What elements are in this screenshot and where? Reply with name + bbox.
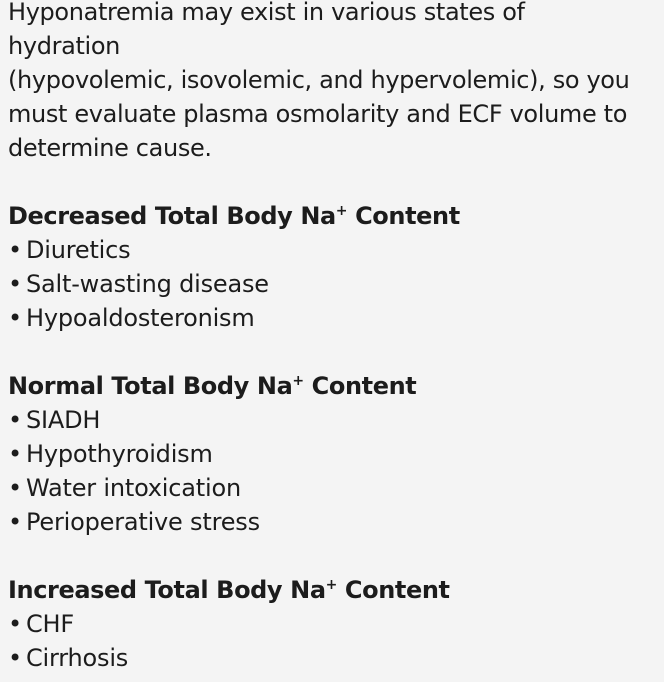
superscript-plus: + xyxy=(325,577,337,593)
intro-line: Hyponatremia may exist in various states of xyxy=(8,0,525,26)
cause-list xyxy=(8,233,664,335)
cause-list xyxy=(8,403,664,539)
list-item xyxy=(8,233,664,267)
superscript-plus: + xyxy=(292,373,304,389)
intro-line: (hypovolemic, isovolemic, and hypervolemic), so you xyxy=(8,66,630,94)
bullet-icon: • xyxy=(8,474,22,502)
section-normal-sodium xyxy=(8,369,664,539)
list-item xyxy=(8,607,664,641)
bullet-icon: • xyxy=(8,644,22,672)
list-item xyxy=(8,267,664,301)
section-decreased-sodium xyxy=(8,199,664,335)
list-item xyxy=(8,505,664,539)
list-item-label: Water intoxication xyxy=(26,474,241,502)
intro-paragraph xyxy=(8,0,664,165)
list-item-label: SIADH xyxy=(26,406,101,434)
intro-line: determine cause. xyxy=(8,134,212,162)
bullet-icon: • xyxy=(8,508,22,536)
list-item-label: Diuretics xyxy=(26,236,131,264)
list-item xyxy=(8,301,664,335)
list-item-label: Hypoaldosteronism xyxy=(26,304,255,332)
heading-text-suffix: Content xyxy=(347,202,460,230)
bullet-icon: • xyxy=(8,610,22,638)
section-increased-sodium xyxy=(8,573,664,675)
list-item-label: Perioperative stress xyxy=(26,508,260,536)
heading-text: Normal Total Body Na xyxy=(8,372,293,400)
cause-list xyxy=(8,607,664,675)
heading-text-suffix: Content xyxy=(336,576,450,604)
list-item xyxy=(8,437,664,471)
bullet-icon: • xyxy=(8,406,22,434)
intro-line: hydration xyxy=(8,32,121,60)
list-item xyxy=(8,403,664,437)
list-item-label: CHF xyxy=(26,610,75,638)
list-item-label: Hypothyroidism xyxy=(26,440,213,468)
heading-text-suffix: Content xyxy=(303,372,417,400)
list-item xyxy=(8,471,664,505)
section-heading xyxy=(8,573,664,607)
bullet-icon: • xyxy=(8,304,22,332)
heading-text: Decreased Total Body Na xyxy=(8,202,336,230)
section-heading xyxy=(8,199,664,233)
section-heading xyxy=(8,369,664,403)
intro-line: must evaluate plasma osmolarity and ECF volume to xyxy=(8,100,628,128)
heading-text: Increased Total Body Na xyxy=(8,576,326,604)
document xyxy=(8,0,664,675)
bullet-icon: • xyxy=(8,236,22,264)
list-item-label: Cirrhosis xyxy=(26,644,129,672)
list-item-label: Salt-wasting disease xyxy=(26,270,269,298)
list-item xyxy=(8,641,664,675)
bullet-icon: • xyxy=(8,440,22,468)
superscript-plus: + xyxy=(335,203,348,219)
bullet-icon: • xyxy=(8,270,22,298)
